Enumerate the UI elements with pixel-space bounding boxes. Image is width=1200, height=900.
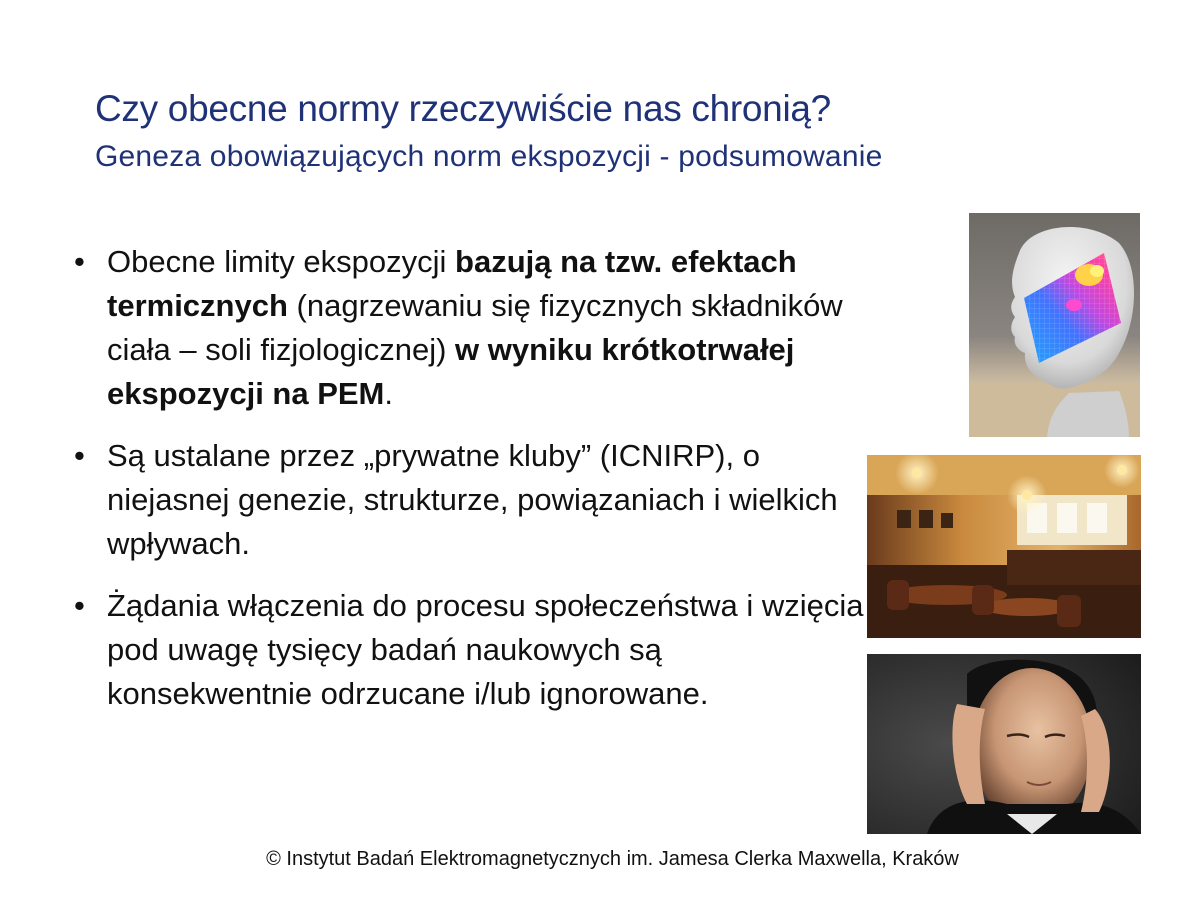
bullet-item <box>74 584 864 716</box>
bullet-item <box>74 434 864 566</box>
bullet-dot-icon: • <box>74 244 85 279</box>
bullet-text-bold: w wyniku krótkotrwałej ekspozycji na PEM <box>107 332 795 411</box>
bullet-text: Są ustalane przez „prywatne kluby” (ICNIRP), o niejasnej genezie, strukturze, powiązaniach i wielkich wpływach. <box>107 438 838 561</box>
bullet-item <box>74 240 864 416</box>
bullet-list <box>74 240 864 734</box>
bullet-text: Obecne limity ekspozycji <box>107 244 456 279</box>
mannequin-head-sar-heatmap-image <box>969 213 1140 437</box>
bullet-text: (nagrzewaniu się fizycznych składników ciała – soli fizjologicznej) <box>107 288 843 367</box>
man-holding-head-image <box>867 654 1141 834</box>
bullet-text: . <box>384 376 394 411</box>
bullet-text: Żądania włączenia do procesu społeczeństwa i wzięcia pod uwagę tysięcy badań naukowych są konsekwentnie odrzucane i/lub ignorowane. <box>107 588 864 711</box>
bullet-dot-icon: • <box>74 438 85 473</box>
bullet-dot-icon: • <box>74 588 85 623</box>
bullet-text-bold: bazują na tzw. efektach termicznych <box>107 244 797 323</box>
slide-title: Czy obecne normy rzeczywiście nas chronią? <box>95 88 831 129</box>
footer-copyright: © Instytut Badań Elektromagnetycznych im. Jamesa Clerka Maxwella, Kraków <box>266 848 959 870</box>
restaurant-interior-image <box>867 455 1141 638</box>
slide-subtitle: Geneza obowiązujących norm ekspozycji - podsumowanie <box>95 140 883 173</box>
